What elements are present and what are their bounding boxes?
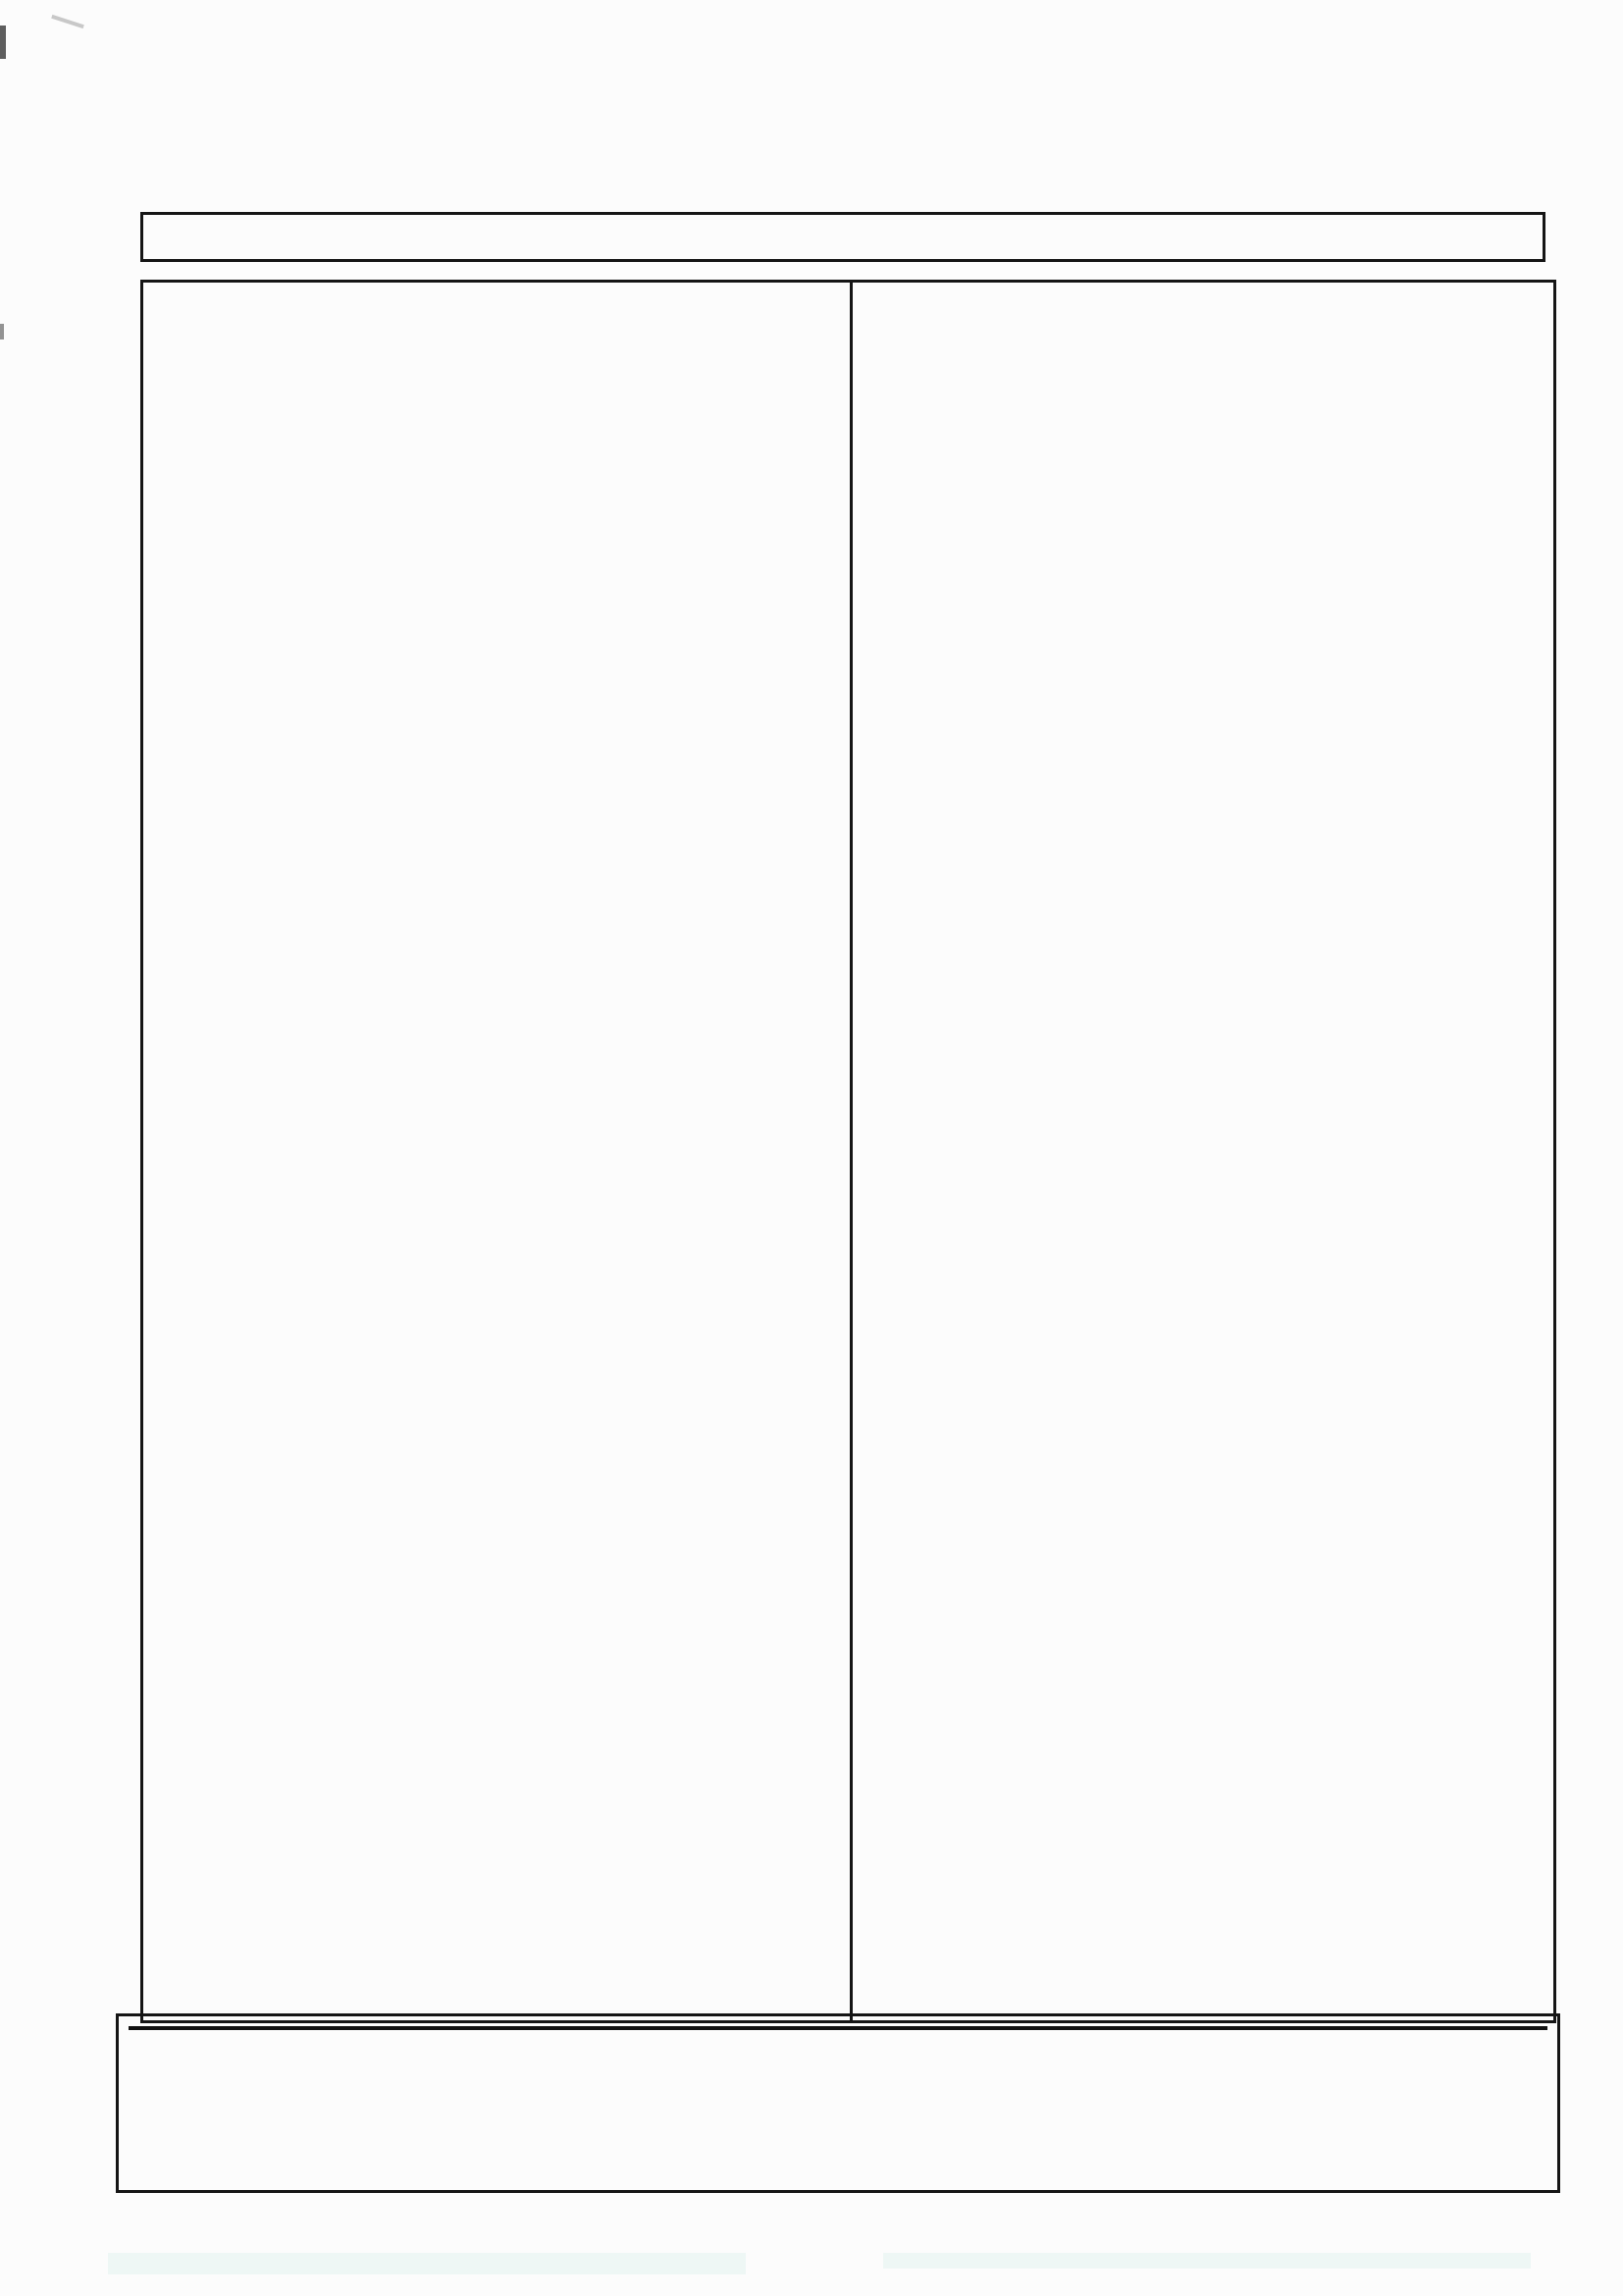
- scan-artifact: [0, 26, 6, 59]
- scan-tint: [108, 2253, 746, 2274]
- report-body: [140, 280, 1556, 2023]
- scan-tint: [883, 2253, 1531, 2269]
- scan-artifact: [0, 324, 4, 339]
- scan-artifact: [51, 15, 84, 28]
- charts-column: [853, 283, 1553, 2020]
- spectrum-data-box: [116, 2013, 1560, 2193]
- sample-info-box: [140, 212, 1545, 262]
- standards-column: [143, 283, 853, 2020]
- spectrum-data-rows: [131, 2030, 1545, 2033]
- color-limit-chart: [853, 820, 1555, 1389]
- transmittance-spectrum-chart: [853, 369, 1555, 830]
